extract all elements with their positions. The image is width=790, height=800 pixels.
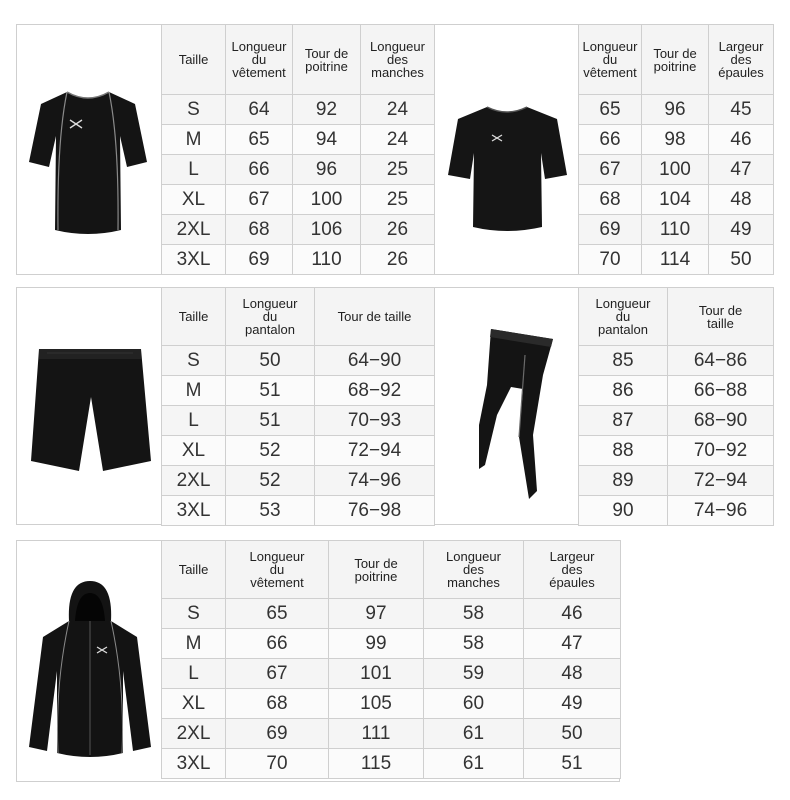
table-row	[162, 436, 435, 466]
table-cell: 96	[293, 155, 361, 185]
table-cell: 49	[524, 689, 621, 719]
table-cell: 68−92	[315, 376, 435, 406]
table-cell: XL	[162, 689, 226, 719]
table-cell: 72−94	[315, 436, 435, 466]
table-cell: 2XL	[162, 719, 226, 749]
table-row	[162, 749, 621, 779]
table-cell: 115	[329, 749, 424, 779]
table-cell: 51	[226, 376, 315, 406]
column-header: Tour de poitrine	[329, 541, 424, 599]
column-header: Largeur des épaules	[709, 25, 774, 95]
table-cell: 50	[524, 719, 621, 749]
table-cell: 66−88	[668, 376, 774, 406]
table-row	[579, 496, 774, 526]
table-row	[162, 496, 435, 526]
table-cell: 51	[524, 749, 621, 779]
table-row	[162, 719, 621, 749]
table-cell: 105	[329, 689, 424, 719]
table-cell: 46	[709, 125, 774, 155]
table-cell: 87	[579, 406, 668, 436]
table-cell: S	[162, 346, 226, 376]
table-cell: M	[162, 125, 226, 155]
compression-tshirt-icon	[23, 70, 153, 240]
column-header: Longueur du vêtement	[226, 541, 329, 599]
table-cell: 26	[361, 245, 435, 275]
table-cell: 70−92	[668, 436, 774, 466]
table-cell: 100	[642, 155, 709, 185]
table-row	[162, 659, 621, 689]
column-header: Longueur des manches	[424, 541, 524, 599]
table-cell: S	[162, 599, 226, 629]
table-cell: XL	[162, 185, 226, 215]
column-header: Tour de taille	[668, 288, 774, 346]
table-row	[579, 466, 774, 496]
table-cell: 24	[361, 125, 435, 155]
column-header: Tour de poitrine	[642, 25, 709, 95]
table-row	[162, 346, 435, 376]
table-cell: 101	[329, 659, 424, 689]
table-cell: 66	[226, 629, 329, 659]
loose-tshirt-image	[440, 80, 575, 250]
table-cell: 58	[424, 629, 524, 659]
table-cell: 70−93	[315, 406, 435, 436]
table-cell: L	[162, 659, 226, 689]
table-cell: 24	[361, 95, 435, 125]
hooded-jacket-icon	[25, 575, 155, 765]
table-row	[579, 245, 774, 275]
table-row	[162, 629, 621, 659]
table-cell: 92	[293, 95, 361, 125]
table-cell: 94	[293, 125, 361, 155]
table-cell: 25	[361, 185, 435, 215]
table-cell: 65	[579, 95, 642, 125]
table-cell: 68	[579, 185, 642, 215]
table-row	[162, 125, 435, 155]
table-cell: 50	[709, 245, 774, 275]
table-cell: 100	[293, 185, 361, 215]
table-cell: 64	[226, 95, 293, 125]
table-cell: 68	[226, 689, 329, 719]
table-cell: 49	[709, 215, 774, 245]
table-cell: 65	[226, 125, 293, 155]
table-cell: 74−96	[668, 496, 774, 526]
table-row	[162, 599, 621, 629]
size-table-hooded-jacket	[161, 540, 621, 779]
table-cell: 110	[293, 245, 361, 275]
table-cell: 88	[579, 436, 668, 466]
compression-tshirt-image	[18, 60, 158, 250]
table-cell: 45	[709, 95, 774, 125]
table-cell: 47	[709, 155, 774, 185]
column-header: Longueur du vêtement	[579, 25, 642, 95]
table-cell: 48	[524, 659, 621, 689]
table-cell: 52	[226, 436, 315, 466]
loose-tshirt-icon	[445, 95, 570, 235]
table-cell: 90	[579, 496, 668, 526]
table-row	[579, 406, 774, 436]
table-cell: 69	[226, 245, 293, 275]
table-row	[579, 376, 774, 406]
table-cell: 59	[424, 659, 524, 689]
table-row	[162, 689, 621, 719]
table-cell: 61	[424, 719, 524, 749]
table-cell: 2XL	[162, 215, 226, 245]
table-row	[162, 95, 435, 125]
table-row	[579, 346, 774, 376]
table-cell: 48	[709, 185, 774, 215]
table-cell: 46	[524, 599, 621, 629]
column-header: Longueur du vêtement	[226, 25, 293, 95]
table-cell: 58	[424, 599, 524, 629]
table-cell: 50	[226, 346, 315, 376]
table-row	[162, 466, 435, 496]
table-cell: 89	[579, 466, 668, 496]
table-row	[162, 406, 435, 436]
table-row	[162, 376, 435, 406]
table-cell: 3XL	[162, 496, 226, 526]
table-cell: 114	[642, 245, 709, 275]
size-table-loose-tshirt	[578, 24, 774, 275]
table-cell: 3XL	[162, 749, 226, 779]
column-header: Longueur du pantalon	[579, 288, 668, 346]
table-cell: 69	[226, 719, 329, 749]
table-cell: 85	[579, 346, 668, 376]
table-cell: 26	[361, 215, 435, 245]
table-cell: 69	[579, 215, 642, 245]
table-cell: 68−90	[668, 406, 774, 436]
table-cell: 65	[226, 599, 329, 629]
table-row	[162, 185, 435, 215]
table-cell: 61	[424, 749, 524, 779]
shorts-image	[22, 330, 158, 490]
table-cell: 60	[424, 689, 524, 719]
table-cell: 68	[226, 215, 293, 245]
leggings-icon	[453, 315, 563, 505]
table-cell: 104	[642, 185, 709, 215]
table-row	[579, 95, 774, 125]
size-table-shorts	[161, 287, 435, 526]
table-cell: 67	[226, 185, 293, 215]
table-cell: 2XL	[162, 466, 226, 496]
table-cell: 99	[329, 629, 424, 659]
table-cell: XL	[162, 436, 226, 466]
table-row	[579, 125, 774, 155]
table-cell: 66	[579, 125, 642, 155]
table-row	[162, 245, 435, 275]
table-row	[162, 155, 435, 185]
table-cell: 66	[226, 155, 293, 185]
table-cell: 53	[226, 496, 315, 526]
shorts-icon	[25, 335, 155, 485]
column-header: Tour de taille	[315, 288, 435, 346]
table-cell: 64−86	[668, 346, 774, 376]
table-cell: 97	[329, 599, 424, 629]
table-cell: 111	[329, 719, 424, 749]
table-cell: 3XL	[162, 245, 226, 275]
table-cell: 70	[226, 749, 329, 779]
column-header: Tour de poitrine	[293, 25, 361, 95]
table-cell: 96	[642, 95, 709, 125]
size-table-leggings	[578, 287, 774, 526]
table-cell: 76−98	[315, 496, 435, 526]
leggings-image	[440, 310, 575, 510]
column-header: Taille	[162, 25, 226, 95]
table-cell: 110	[642, 215, 709, 245]
column-header: Longueur des manches	[361, 25, 435, 95]
table-row	[579, 185, 774, 215]
table-cell: 67	[226, 659, 329, 689]
table-cell: M	[162, 376, 226, 406]
table-cell: 98	[642, 125, 709, 155]
table-cell: M	[162, 629, 226, 659]
column-header: Longueur du pantalon	[226, 288, 315, 346]
size-table-compression-tshirt	[161, 24, 435, 275]
table-row	[579, 155, 774, 185]
table-row	[162, 215, 435, 245]
table-cell: 67	[579, 155, 642, 185]
table-cell: 72−94	[668, 466, 774, 496]
table-cell: 70	[579, 245, 642, 275]
hooded-jacket-image	[22, 570, 158, 770]
table-cell: 52	[226, 466, 315, 496]
table-row	[579, 436, 774, 466]
column-header: Largeur des épaules	[524, 541, 621, 599]
table-cell: 106	[293, 215, 361, 245]
table-cell: 25	[361, 155, 435, 185]
table-row	[579, 215, 774, 245]
table-cell: 64−90	[315, 346, 435, 376]
column-header: Taille	[162, 288, 226, 346]
table-cell: 74−96	[315, 466, 435, 496]
column-header: Taille	[162, 541, 226, 599]
table-cell: L	[162, 155, 226, 185]
table-cell: S	[162, 95, 226, 125]
table-cell: 86	[579, 376, 668, 406]
table-cell: 51	[226, 406, 315, 436]
table-cell: 47	[524, 629, 621, 659]
table-cell: L	[162, 406, 226, 436]
